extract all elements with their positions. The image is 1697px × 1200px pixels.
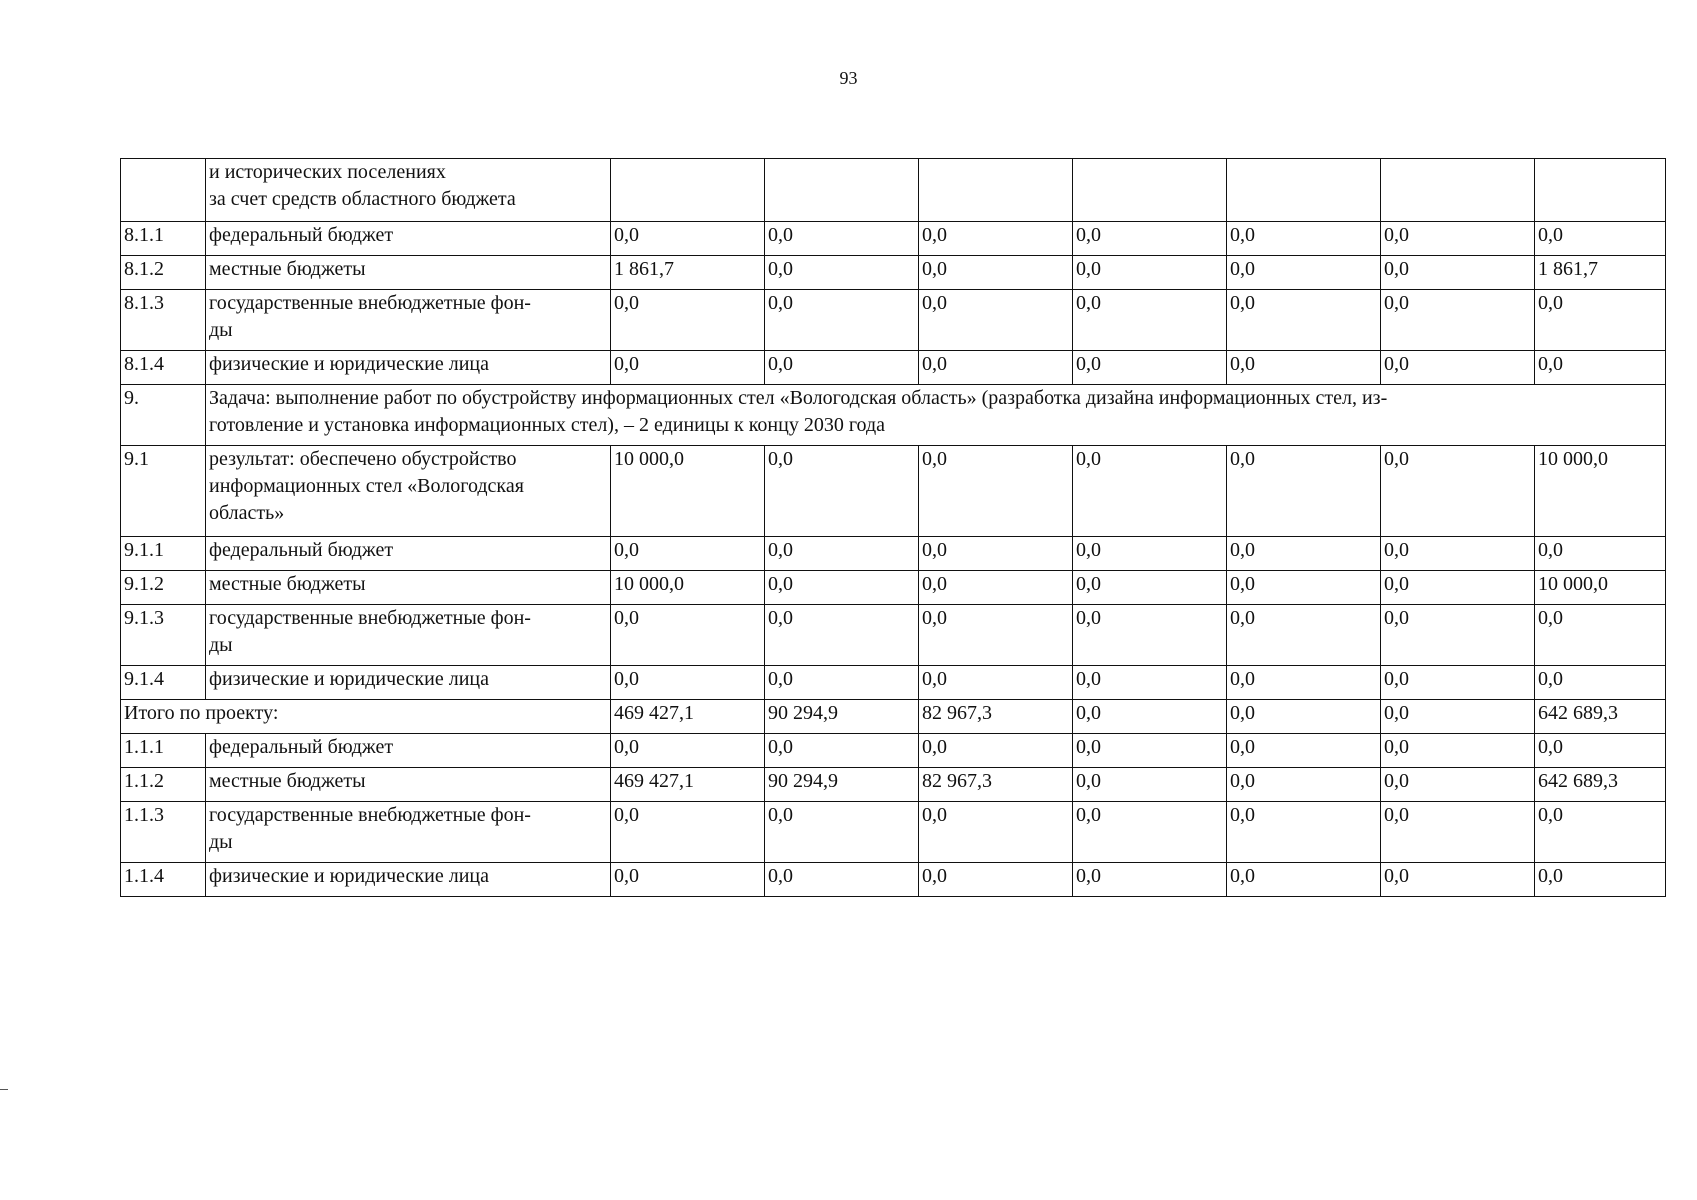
value-cell: 0,0	[1381, 768, 1535, 802]
value-cell: 0,0	[1381, 537, 1535, 571]
value-cell	[1227, 159, 1381, 222]
table-row	[121, 351, 1666, 385]
row-label: федеральный бюджет	[206, 222, 611, 256]
table-row	[121, 605, 1666, 666]
value-cell: 82 967,3	[919, 700, 1073, 734]
value-cell: 0,0	[611, 863, 765, 897]
row-code: 8.1.4	[121, 351, 206, 385]
row-label: государственные внебюджетные фон- ды	[206, 605, 611, 666]
row-label: результат: обеспечено обустройство информационных стел «Вологодская область»	[206, 446, 611, 537]
value-cell: 0,0	[1227, 222, 1381, 256]
value-cell: 1 861,7	[1535, 256, 1666, 290]
value-cell: 0,0	[1535, 605, 1666, 666]
value-cell: 1 861,7	[611, 256, 765, 290]
value-cell: 0,0	[1535, 537, 1666, 571]
value-cell: 0,0	[1535, 802, 1666, 863]
value-cell: 0,0	[1535, 351, 1666, 385]
value-cell: 0,0	[1073, 700, 1227, 734]
value-cell: 0,0	[611, 537, 765, 571]
row-label: физические и юридические лица	[206, 863, 611, 897]
row-label: местные бюджеты	[206, 768, 611, 802]
budget-table	[120, 158, 1666, 897]
value-cell: 0,0	[765, 605, 919, 666]
value-cell: 90 294,9	[765, 700, 919, 734]
value-cell: 0,0	[919, 537, 1073, 571]
row-code	[121, 159, 206, 222]
value-cell: 0,0	[1381, 863, 1535, 897]
value-cell: 0,0	[1227, 290, 1381, 351]
value-cell: 0,0	[919, 605, 1073, 666]
value-cell: 0,0	[1227, 605, 1381, 666]
value-cell: 0,0	[1073, 446, 1227, 537]
row-label: федеральный бюджет	[206, 537, 611, 571]
value-cell: 0,0	[1227, 351, 1381, 385]
value-cell: 0,0	[1227, 537, 1381, 571]
table-row	[121, 734, 1666, 768]
value-cell: 0,0	[1381, 290, 1535, 351]
value-cell: 0,0	[919, 351, 1073, 385]
value-cell: 0,0	[919, 222, 1073, 256]
value-cell: 0,0	[1073, 802, 1227, 863]
scan-mark	[0, 1089, 8, 1090]
value-cell: 0,0	[919, 290, 1073, 351]
value-cell: 0,0	[765, 537, 919, 571]
value-cell: 0,0	[765, 863, 919, 897]
row-code: 8.1.1	[121, 222, 206, 256]
value-cell: 0,0	[1535, 290, 1666, 351]
table-row	[121, 537, 1666, 571]
value-cell: 0,0	[919, 256, 1073, 290]
value-cell: 0,0	[919, 734, 1073, 768]
value-cell: 0,0	[611, 605, 765, 666]
value-cell: 0,0	[1073, 256, 1227, 290]
value-cell: 82 967,3	[919, 768, 1073, 802]
task-description: Задача: выполнение работ по обустройству информационных стел «Вологодская область» (разработка дизайна информационных стел, из- готовление и установка информационных стел), – 2 единицы к концу 2030 года	[206, 385, 1666, 446]
value-cell: 0,0	[1073, 666, 1227, 700]
value-cell: 0,0	[1381, 666, 1535, 700]
value-cell: 0,0	[765, 351, 919, 385]
row-label: местные бюджеты	[206, 256, 611, 290]
value-cell: 0,0	[765, 446, 919, 537]
value-cell: 642 689,3	[1535, 700, 1666, 734]
value-cell: 0,0	[1227, 571, 1381, 605]
value-cell: 0,0	[919, 446, 1073, 537]
value-cell: 0,0	[1073, 537, 1227, 571]
row-code: 1.1.2	[121, 768, 206, 802]
table-row	[121, 863, 1666, 897]
table-row	[121, 571, 1666, 605]
value-cell: 0,0	[919, 802, 1073, 863]
row-label: физические и юридические лица	[206, 351, 611, 385]
value-cell: 0,0	[1073, 605, 1227, 666]
row-code: 1.1.3	[121, 802, 206, 863]
value-cell: 0,0	[1381, 802, 1535, 863]
table-row	[121, 385, 1666, 446]
row-label: и исторических поселениях за счет средств областного бюджета	[206, 159, 611, 222]
row-code: 9.	[121, 385, 206, 446]
table-body	[121, 159, 1666, 897]
row-code: 9.1.1	[121, 537, 206, 571]
row-code: 9.1	[121, 446, 206, 537]
value-cell: 469 427,1	[611, 768, 765, 802]
value-cell	[1535, 159, 1666, 222]
value-cell	[1381, 159, 1535, 222]
page-number: 93	[839, 68, 858, 88]
table-row	[121, 256, 1666, 290]
row-code: 8.1.3	[121, 290, 206, 351]
table-row	[121, 802, 1666, 863]
value-cell: 10 000,0	[611, 571, 765, 605]
value-cell: 0,0	[611, 734, 765, 768]
row-code: 9.1.3	[121, 605, 206, 666]
value-cell: 0,0	[611, 802, 765, 863]
value-cell: 0,0	[1073, 734, 1227, 768]
value-cell	[765, 159, 919, 222]
value-cell: 0,0	[611, 290, 765, 351]
value-cell	[1073, 159, 1227, 222]
value-cell	[919, 159, 1073, 222]
row-code: 1.1.1	[121, 734, 206, 768]
row-code: 1.1.4	[121, 863, 206, 897]
value-cell: 0,0	[1073, 863, 1227, 897]
row-label: федеральный бюджет	[206, 734, 611, 768]
row-label: физические и юридические лица	[206, 666, 611, 700]
value-cell: 0,0	[919, 863, 1073, 897]
value-cell: 0,0	[611, 351, 765, 385]
value-cell: 10 000,0	[1535, 571, 1666, 605]
value-cell: 469 427,1	[611, 700, 765, 734]
table-row	[121, 290, 1666, 351]
value-cell: 0,0	[1381, 734, 1535, 768]
value-cell: 0,0	[1073, 222, 1227, 256]
value-cell: 0,0	[611, 666, 765, 700]
table-row	[121, 159, 1666, 222]
row-label: государственные внебюджетные фон- ды	[206, 802, 611, 863]
value-cell: 0,0	[919, 666, 1073, 700]
value-cell: 0,0	[1381, 351, 1535, 385]
value-cell: 0,0	[1381, 222, 1535, 256]
row-label: государственные внебюджетные фон- ды	[206, 290, 611, 351]
value-cell: 0,0	[1227, 256, 1381, 290]
value-cell: 0,0	[1073, 768, 1227, 802]
value-cell: 10 000,0	[1535, 446, 1666, 537]
value-cell: 0,0	[1073, 290, 1227, 351]
value-cell: 0,0	[765, 290, 919, 351]
value-cell: 0,0	[1381, 571, 1535, 605]
value-cell: 0,0	[1381, 605, 1535, 666]
value-cell: 0,0	[765, 222, 919, 256]
value-cell: 0,0	[765, 666, 919, 700]
value-cell	[611, 159, 765, 222]
value-cell: 0,0	[765, 734, 919, 768]
row-code: 8.1.2	[121, 256, 206, 290]
table-row	[121, 446, 1666, 537]
value-cell: 0,0	[919, 571, 1073, 605]
value-cell: 0,0	[765, 256, 919, 290]
total-label: Итого по проекту:	[121, 700, 611, 734]
value-cell: 0,0	[1227, 734, 1381, 768]
value-cell: 0,0	[611, 222, 765, 256]
row-code: 9.1.4	[121, 666, 206, 700]
value-cell: 0,0	[1535, 863, 1666, 897]
value-cell: 0,0	[1227, 802, 1381, 863]
value-cell: 0,0	[1381, 700, 1535, 734]
table-row	[121, 700, 1666, 734]
row-label: местные бюджеты	[206, 571, 611, 605]
value-cell: 0,0	[1381, 256, 1535, 290]
value-cell: 0,0	[1535, 222, 1666, 256]
value-cell: 90 294,9	[765, 768, 919, 802]
value-cell: 0,0	[1535, 666, 1666, 700]
value-cell: 0,0	[1073, 571, 1227, 605]
value-cell: 0,0	[1227, 863, 1381, 897]
table-row	[121, 768, 1666, 802]
table-row	[121, 666, 1666, 700]
value-cell: 10 000,0	[611, 446, 765, 537]
table-row	[121, 222, 1666, 256]
value-cell: 642 689,3	[1535, 768, 1666, 802]
value-cell: 0,0	[1535, 734, 1666, 768]
value-cell: 0,0	[1381, 446, 1535, 537]
value-cell: 0,0	[765, 571, 919, 605]
row-code: 9.1.2	[121, 571, 206, 605]
value-cell: 0,0	[765, 802, 919, 863]
value-cell: 0,0	[1227, 666, 1381, 700]
value-cell: 0,0	[1073, 351, 1227, 385]
value-cell: 0,0	[1227, 768, 1381, 802]
value-cell: 0,0	[1227, 446, 1381, 537]
value-cell: 0,0	[1227, 700, 1381, 734]
